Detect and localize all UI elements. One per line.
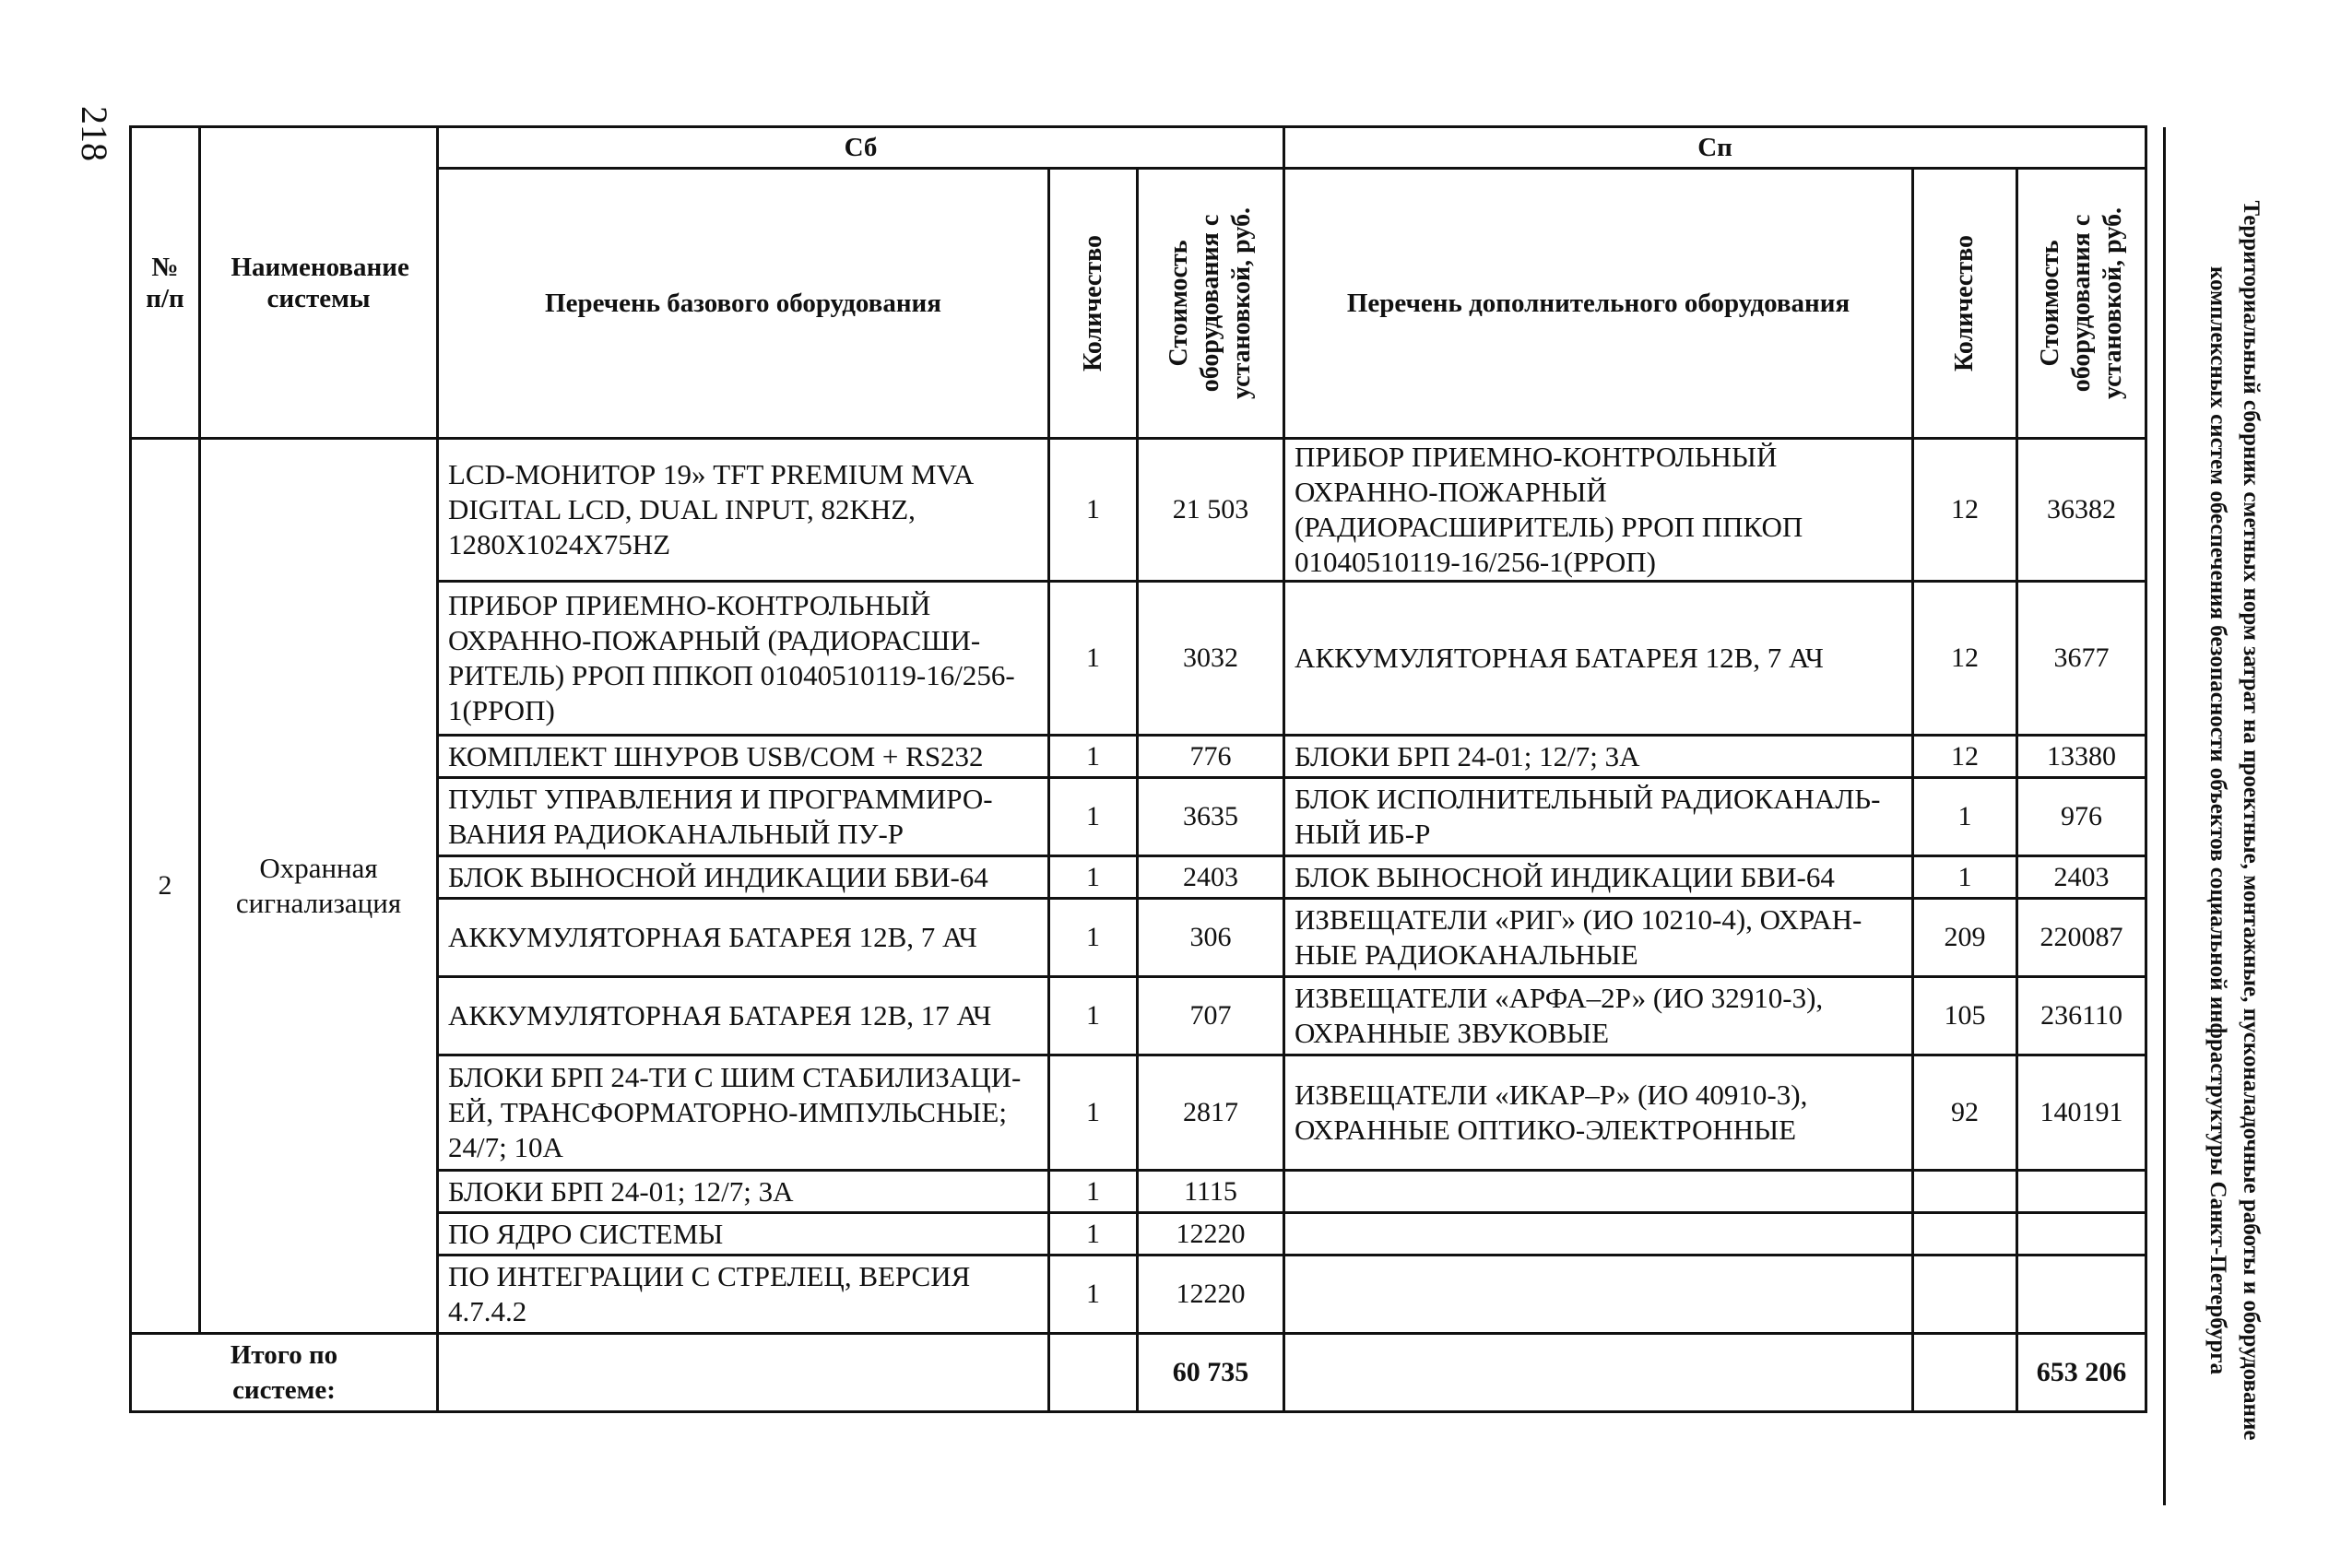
total-label: Итого по системе: (131, 1334, 438, 1412)
additional-cost: 976 (2017, 778, 2146, 856)
running-header-text: Территориальный сборник сметных норм затрат на проектные, монтажные, пусконаладочные работы и оборудование комплексных систем обеспечения безопасности объектов социальной инфраструктуры Санкт-Петербурга (2205, 200, 2264, 1441)
base-qty: 1 (1049, 1171, 1138, 1213)
base-item: ПО ИНТЕГРАЦИИ С СТРЕЛЕЦ, ВЕРСИЯ 4.7.4.2 (438, 1256, 1049, 1334)
total-empty-cell (1913, 1334, 2017, 1412)
base-total: 60 735 (1138, 1334, 1284, 1412)
total-empty-cell (1049, 1334, 1138, 1412)
base-cost: 707 (1138, 977, 1284, 1055)
header-quantity-2: Количество (1913, 169, 2017, 439)
additional-qty (1913, 1256, 2017, 1334)
base-item: ПРИБОР ПРИЕМНО-КОНТРОЛЬНЫЙ ОХРАННО-ПОЖАРНЫЙ (РАДИОРАСШИ-РИТЕЛЬ) РРОП ППКОП 01040510119-16/256-1(РРОП) (438, 582, 1049, 736)
header-system-name: Наименование системы (200, 127, 438, 439)
additional-qty (1913, 1171, 2017, 1213)
additional-item: БЛОК ИСПОЛНИТЕЛЬНЫЙ РАДИОКАНАЛЬ-НЫЙ ИБ-Р (1284, 778, 1913, 856)
base-item: АККУМУЛЯТОРНАЯ БАТАРЕЯ 12В, 17 АЧ (438, 977, 1049, 1055)
additional-item: ИЗВЕЩАТЕЛИ «РИГ» (ИО 10210-4), ОХРАН-НЫЕ РАДИОКАНАЛЬНЫЕ (1284, 899, 1913, 977)
additional-cost (2017, 1213, 2146, 1256)
base-item: БЛОК ВЫНОСНОЙ ИНДИКАЦИИ БВИ-64 (438, 856, 1049, 899)
system-name: Охранная сигнализация (200, 439, 438, 1334)
additional-cost: 236110 (2017, 977, 2146, 1055)
header-rule (2163, 127, 2166, 1505)
base-cost: 1115 (1138, 1171, 1284, 1213)
additional-qty: 105 (1913, 977, 2017, 1055)
base-qty: 1 (1049, 736, 1138, 778)
base-qty: 1 (1049, 1055, 1138, 1171)
additional-item: ИЗВЕЩАТЕЛИ «АРФА–2Р» (ИО 32910-3), ОХРАННЫЕ ЗВУКОВЫЕ (1284, 977, 1913, 1055)
base-item: КОМПЛЕКТ ШНУРОВ USB/COM + RS232 (438, 736, 1049, 778)
header-quantity: Количество (1049, 169, 1138, 439)
base-qty: 1 (1049, 1256, 1138, 1334)
additional-item: БЛОКИ БРП 24-01; 12/7; 3А (1284, 736, 1913, 778)
additional-cost (2017, 1171, 2146, 1213)
header-group-additional: Сп (1284, 127, 2146, 169)
base-qty: 1 (1049, 582, 1138, 736)
header-group-base: Сб (438, 127, 1284, 169)
additional-qty: 12 (1913, 439, 2017, 582)
additional-item: ПРИБОР ПРИЕМНО-КОНТРОЛЬНЫЙ ОХРАННО-ПОЖАРНЫЙ (РАДИОРАСШИРИТЕЛЬ) РРОП ППКОП 01040510119-16/256-1(РРОП) (1284, 439, 1913, 582)
header-base-list: Перечень базового оборудования (438, 169, 1049, 439)
additional-item (1284, 1171, 1913, 1213)
additional-cost: 2403 (2017, 856, 2146, 899)
base-item: ПО ЯДРО СИСТЕМЫ (438, 1213, 1049, 1256)
base-qty: 1 (1049, 1213, 1138, 1256)
additional-cost: 140191 (2017, 1055, 2146, 1171)
additional-qty (1913, 1213, 2017, 1256)
additional-item: БЛОК ВЫНОСНОЙ ИНДИКАЦИИ БВИ-64 (1284, 856, 1913, 899)
base-qty: 1 (1049, 778, 1138, 856)
header-cost-2: Стоимость оборудования с установкой, руб. (2017, 169, 2146, 439)
base-cost: 21 503 (1138, 439, 1284, 582)
header-num: № п/п (131, 127, 200, 439)
base-cost: 12220 (1138, 1213, 1284, 1256)
additional-item: АККУМУЛЯТОРНАЯ БАТАРЕЯ 12В, 7 АЧ (1284, 582, 1913, 736)
base-cost: 3635 (1138, 778, 1284, 856)
base-cost: 2403 (1138, 856, 1284, 899)
additional-qty: 12 (1913, 736, 2017, 778)
additional-cost: 36382 (2017, 439, 2146, 582)
system-number: 2 (131, 439, 200, 1334)
additional-item (1284, 1213, 1913, 1256)
page-number: 218 (74, 106, 115, 161)
table-row (131, 439, 2146, 582)
total-empty-cell (438, 1334, 1049, 1412)
additional-qty: 1 (1913, 856, 2017, 899)
base-cost: 306 (1138, 899, 1284, 977)
total-empty-cell (1284, 1334, 1913, 1412)
additional-qty: 1 (1913, 778, 2017, 856)
base-cost: 776 (1138, 736, 1284, 778)
base-cost: 3032 (1138, 582, 1284, 736)
additional-qty: 12 (1913, 582, 2017, 736)
additional-cost: 220087 (2017, 899, 2146, 977)
additional-cost (2017, 1256, 2146, 1334)
base-item: ПУЛЬТ УПРАВЛЕНИЯ И ПРОГРАММИРО-ВАНИЯ РАДИОКАНАЛЬНЫЙ ПУ-Р (438, 778, 1049, 856)
base-qty: 1 (1049, 899, 1138, 977)
additional-cost: 3677 (2017, 582, 2146, 736)
base-item: БЛОКИ БРП 24-01; 12/7; 3А (438, 1171, 1049, 1213)
equipment-table (129, 125, 2147, 1413)
base-qty: 1 (1049, 977, 1138, 1055)
header-row-groups (131, 127, 2146, 169)
additional-qty: 209 (1913, 899, 2017, 977)
base-cost: 2817 (1138, 1055, 1284, 1171)
additional-qty: 92 (1913, 1055, 2017, 1171)
base-qty: 1 (1049, 856, 1138, 899)
additional-total: 653 206 (2017, 1334, 2146, 1412)
base-qty: 1 (1049, 439, 1138, 582)
running-header (2175, 129, 2267, 1512)
base-item: LCD-МОНИТОР 19» TFT PREMIUM MVA DIGITAL LCD, DUAL INPUT, 82KHZ, 1280X1024X75HZ (438, 439, 1049, 582)
header-cost: Стоимость оборудования с установкой, руб. (1138, 169, 1284, 439)
base-item: БЛОКИ БРП 24-ТИ С ШИМ СТАБИЛИЗАЦИ-ЕЙ, ТРАНСФОРМАТОРНО-ИМПУЛЬСНЫЕ; 24/7; 10А (438, 1055, 1049, 1171)
additional-cost: 13380 (2017, 736, 2146, 778)
total-row (131, 1334, 2146, 1412)
base-item: АККУМУЛЯТОРНАЯ БАТАРЕЯ 12В, 7 АЧ (438, 899, 1049, 977)
additional-item: ИЗВЕЩАТЕЛИ «ИКАР–Р» (ИО 40910-3), ОХРАННЫЕ ОПТИКО-ЭЛЕКТРОННЫЕ (1284, 1055, 1913, 1171)
additional-item (1284, 1256, 1913, 1334)
base-cost: 12220 (1138, 1256, 1284, 1334)
header-additional-list: Перечень дополнительного оборудования (1284, 169, 1913, 439)
